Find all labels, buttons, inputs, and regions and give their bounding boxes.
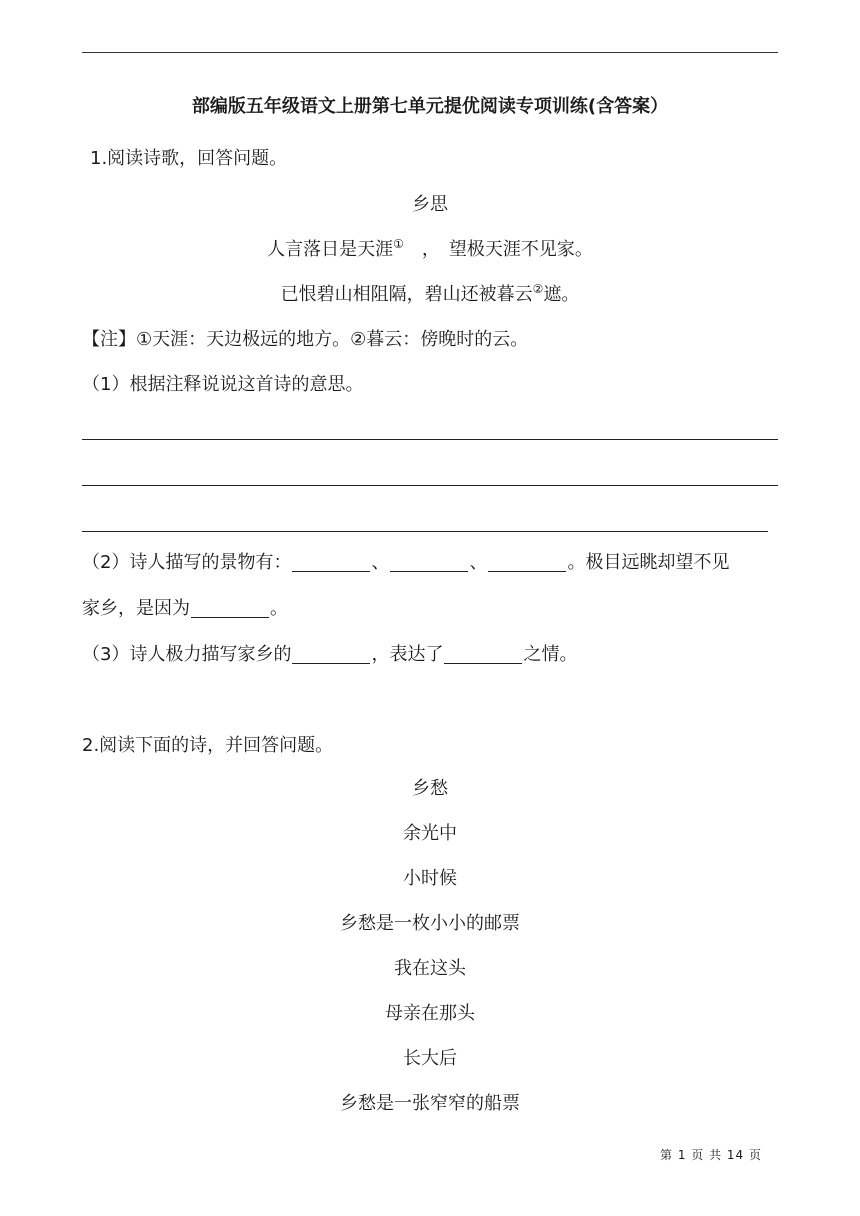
q2-heading: 2.阅读下面的诗，并回答问题。 xyxy=(82,735,334,756)
q2-poem-line: 长大后 xyxy=(403,1048,457,1069)
q1-sub2-line2 xyxy=(82,596,288,622)
sub3-text-b: ，表达了 xyxy=(371,644,444,665)
q2-poem-author: 余光中 xyxy=(403,823,457,844)
blank-emotion[interactable] xyxy=(444,645,522,664)
sub2-sep-2: 、 xyxy=(469,552,488,573)
q1-poem-line-2 xyxy=(0,282,860,308)
sub2-sep-1: 、 xyxy=(371,552,390,573)
q1-sub3 xyxy=(82,642,577,668)
q1-sub1: （1）根据注释说说这首诗的意思。 xyxy=(82,374,364,395)
blank-scenery-2[interactable] xyxy=(390,553,468,572)
header-rule xyxy=(82,52,778,53)
document-title: 部编版五年级语文上册第七单元提优阅读专项训练(含答案） xyxy=(191,96,669,117)
poem-line-1-text-a: 人言落日是天涯 xyxy=(267,239,394,260)
poem-line-2-text-b: 遮。 xyxy=(543,284,580,305)
sub2-text-b: 。极目远眺却望不见 xyxy=(567,552,730,573)
answer-line-1[interactable] xyxy=(82,439,778,440)
blank-scenery-1[interactable] xyxy=(292,553,370,572)
q2-poem-line: 我在这头 xyxy=(394,958,466,979)
poem-line-1-text-b: ， 望极天涯不见家。 xyxy=(403,239,593,260)
blank-scenery-3[interactable] xyxy=(488,553,566,572)
footnote-mark-2: ② xyxy=(532,282,544,296)
sub2-end: 。 xyxy=(270,598,288,619)
answer-line-3[interactable] xyxy=(82,531,768,532)
q2-poem-line: 母亲在那头 xyxy=(385,1003,475,1024)
q1-heading: 1.阅读诗歌，回答问题。 xyxy=(90,148,288,169)
q2-poem-title: 乡愁 xyxy=(412,778,448,799)
blank-reason[interactable] xyxy=(191,599,269,618)
q2-poem-line: 乡愁是一张窄窄的船票 xyxy=(340,1093,520,1114)
sub3-text-a: （3）诗人极力描写家乡的 xyxy=(82,644,292,665)
sub3-text-c: 之情。 xyxy=(523,644,578,665)
q2-poem-line: 乡愁是一枚小小的邮票 xyxy=(340,913,520,934)
blank-hometown[interactable] xyxy=(292,645,370,664)
answer-line-2[interactable] xyxy=(82,485,778,486)
q1-sub2-line1 xyxy=(82,550,729,576)
poem-line-2-text-a: 已恨碧山相阻隔，碧山还被暮云 xyxy=(280,284,533,305)
sub2-text-a: （2）诗人描写的景物有： xyxy=(82,552,292,573)
footnote-mark-1: ① xyxy=(393,237,404,251)
q2-poem-line: 小时候 xyxy=(403,868,457,889)
sub2-text-c: 家乡，是因为 xyxy=(82,598,190,619)
q1-note: 【注】①天涯：天边极远的地方。②暮云：傍晚时的云。 xyxy=(82,329,529,350)
q1-poem-line-1 xyxy=(0,237,860,263)
page-footer: 第 1 页 共 14 页 xyxy=(660,1148,762,1162)
q1-poem-title: 乡思 xyxy=(412,194,448,215)
